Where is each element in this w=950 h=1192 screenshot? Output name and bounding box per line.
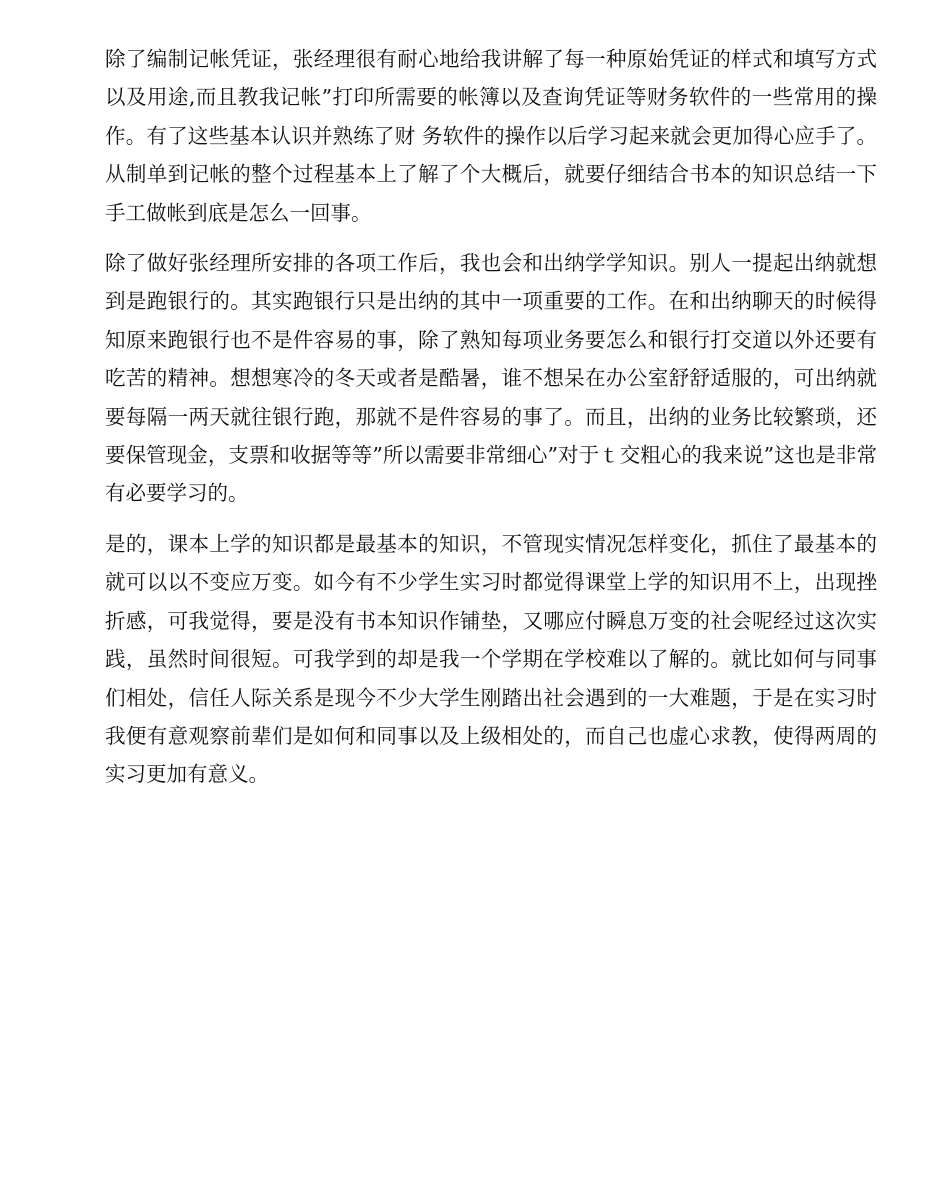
paragraph-1: 除了编制记帐凭证，张经理很有耐心地给我讲解了每一种原始凭证的样式和填写方式以及用途,而且教我记帐”打印所需要的帐簿以及查询凭证等财务软件的一些常用的操作。有了这些基本认识并熟练了财 务软件的操作以后学习起来就会更加得心应手了。从制单到记帐的整个过程基本上了解了个大概后，就要仔细结合书本的知识总结一下手工做帐到底是怎么一回事。 <box>105 47 877 225</box>
paragraph-3: 是的，课本上学的知识都是最基本的知识，不管现实情况怎样变化，抓住了最基本的就可以以不变应万变。如今有不少学生实习时都觉得课堂上学的知识用不上，出现挫折感，可我觉得，要是没有书本知识作铺垫，又哪应付瞬息万变的社会呢经过这次实践，虽然时间很短。可我学到的却是我一个学期在学校难以了解的。就比如何与同事们相处，信任人际关系是现今不少大学生刚踏出社会遇到的一大难题，于是在实习时我便有意观察前辈们是如何和同事以及上级相处的，而自己也虚心求教，使得两周的实习更加有意义。 <box>105 531 877 787</box>
document-page <box>105 40 877 806</box>
paragraph-2: 除了做好张经理所安排的各项工作后，我也会和出纳学学知识。别人一提起出纳就想到是跑银行的。其实跑银行只是出纳的其中一项重要的工作。在和出纳聊天的时候得知原来跑银行也不是件容易的事，除了熟知每项业务要怎么和银行打交道以外还要有吃苦的精神。想想寒冷的冬天或者是酷暑，谁不想呆在办公室舒舒适服的，可出纳就要每隔一两天就往银行跑，那就不是件容易的事了。而且，出纳的业务比较繁琐，还要保管现金，支票和收据等等”所以需要非常细心”对于ｔ交粗心的我来说”这也是非常有必要学习的。 <box>105 251 877 506</box>
